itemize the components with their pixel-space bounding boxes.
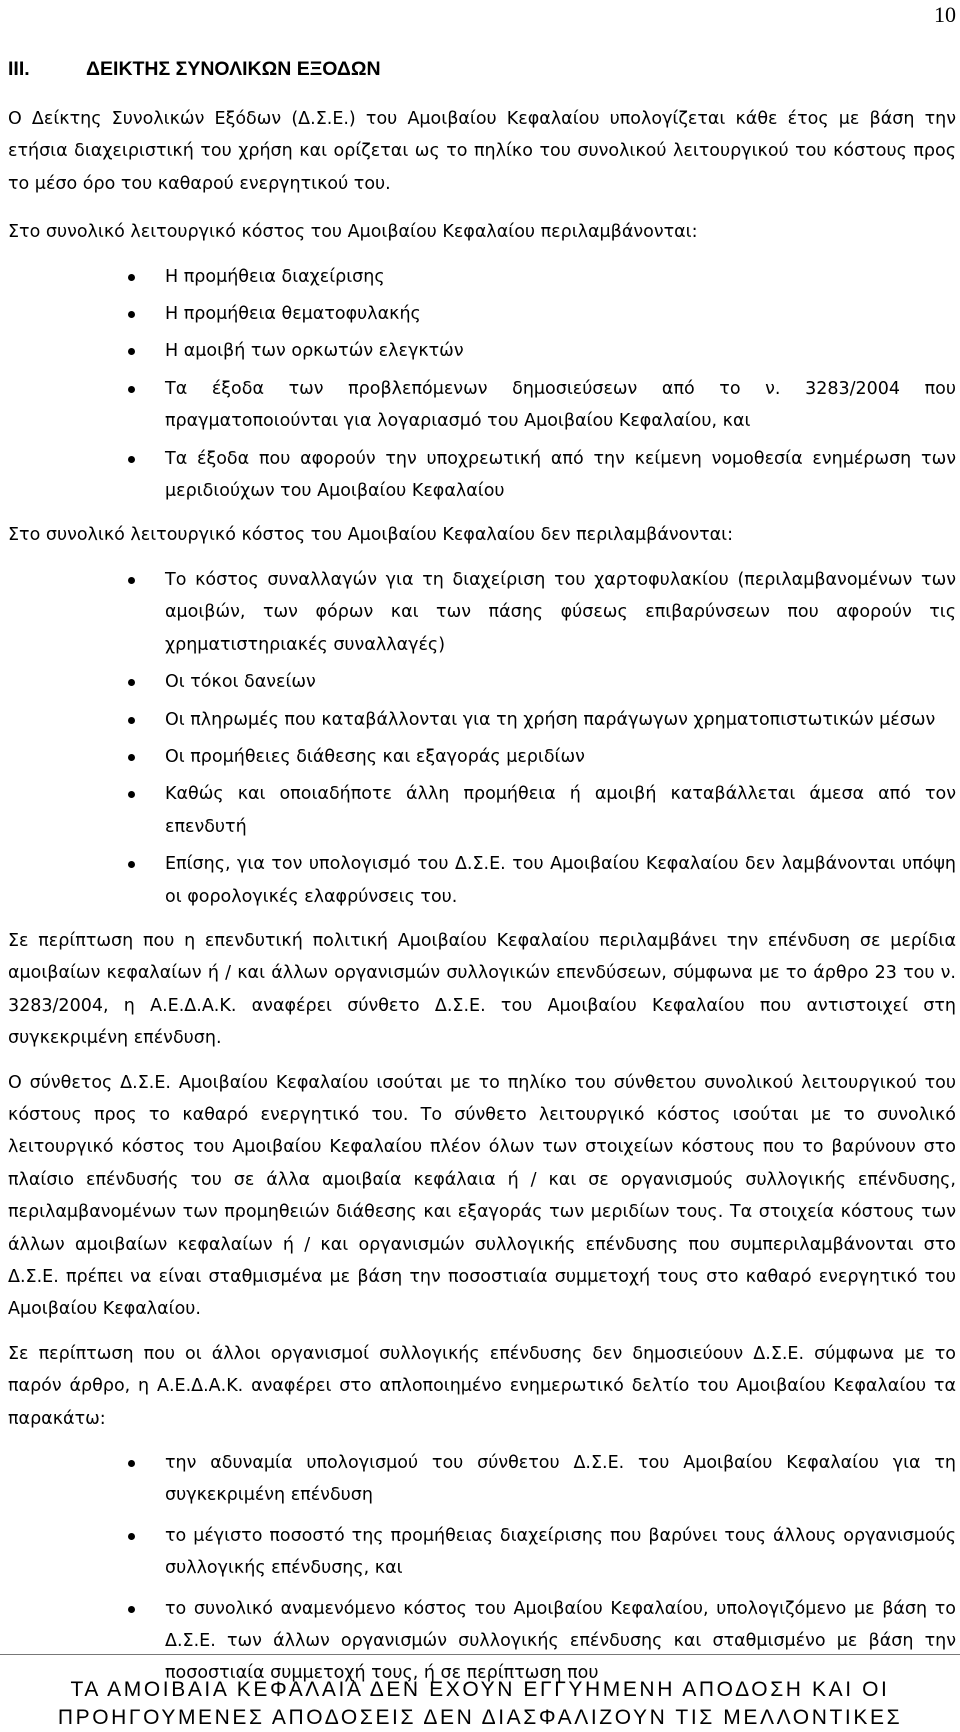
list-item-text: Οι προμήθειες διάθεσης και εξαγοράς μεριδίων — [165, 746, 585, 767]
footer-disclaimer — [0, 1676, 960, 1732]
page-number: 10 — [934, 2, 956, 27]
bullet-icon — [128, 274, 135, 281]
bullet-icon — [128, 386, 135, 393]
list-item — [165, 778, 956, 843]
section-heading — [8, 58, 381, 81]
list-item — [165, 666, 956, 698]
list-item-text: Το κόστος συναλλαγών για τη διαχείριση του χαρτοφυλακίου (περιλαμβανομένων των αμοιβών, των φόρων και των πάσης φύσεως επιβαρύνσεων που αφορούν τις χρηματιστηριακές συναλλαγές) — [165, 569, 956, 655]
list-item — [165, 335, 956, 367]
list-item — [165, 443, 956, 508]
bullet-icon — [128, 577, 135, 584]
list-item-text: Η προμήθεια διαχείρισης — [165, 266, 385, 287]
excluded-costs-list — [8, 564, 956, 913]
list-item — [165, 704, 956, 736]
bullet-icon — [128, 754, 135, 761]
list-item-text: Τα έξοδα των προβλεπόμενων δημοσιεύσεων από το ν. 3283/2004 που πραγματοποιούνται για λογαριασμό του Αμοιβαίου Κεφαλαίου, και — [165, 378, 956, 432]
bullet-icon — [128, 311, 135, 318]
bullet-icon — [128, 1606, 135, 1613]
list-item — [165, 298, 956, 330]
list-item — [165, 848, 956, 913]
bullet-icon — [128, 791, 135, 798]
list-item-text: το συνολικό αναμενόμενο κόστος του Αμοιβαίου Κεφαλαίου, υπολογιζόμενο με βάση το Δ.Σ.Ε. των άλλων οργανισμών συλλογικής επένδυσης και σταθμισμένο με βάση την ποσοστιαία συμμετοχή τους, ή σε περίπτωση που — [165, 1598, 956, 1684]
list-item — [165, 564, 956, 661]
bullet-icon — [128, 456, 135, 463]
list-item — [165, 741, 956, 773]
list-item-text: Η προμήθεια θεματοφυλακής — [165, 304, 421, 325]
bullet-icon — [128, 861, 135, 868]
list-item-text: Τα έξοδα που αφορούν την υποχρεωτική από την κείμενη νομοθεσία ενημέρωση των μεριδιούχων του Αμοιβαίου Κεφαλαίου — [165, 448, 956, 502]
footer-line-1: ΤΑ ΑΜΟΙΒΑΙΑ ΚΕΦΑΛΑΙΑ ΔΕΝ ΕΧΟΥΝ ΕΓΓΥΗΜΕΝΗ ΑΠΟΔΟΣΗ ΚΑΙ ΟΙ — [70, 1678, 890, 1701]
list-item — [165, 1447, 956, 1512]
paragraph-non-published-ter: Σε περίπτωση που οι άλλοι οργανισμοί συλλογικής επένδυσης δεν δημοσιεύουν Δ.Σ.Ε. σύμφωνα με το παρόν άρθρο, η Α.Ε.Δ.Α.Κ. αναφέρει στο απλοποιημένο ενημερωτικό δελτίο του Αμοιβαίου Κεφαλαίου τα παρακάτω: — [8, 1343, 956, 1429]
list-item-text: Καθώς και οποιαδήποτε άλλη προμήθεια ή αμοιβή καταβάλλεται άμεσα από τον επενδυτή — [165, 784, 956, 837]
bullet-icon — [128, 679, 135, 686]
bullet-icon — [128, 1460, 135, 1467]
paragraph-fund-of-funds: Σε περίπτωση που η επενδυτική πολιτική Αμοιβαίου Κεφαλαίου περιλαμβάνει την επένδυση σε μερίδια αμοιβαίων κεφαλαίων ή / και άλλων οργανισμών συλλογικών επενδύσεων, σύμφωνα με το άρθρο 23 του ν. 3283/2004, η Α.Ε.Δ.Α.Κ. αναφέρει σύνθετο Δ.Σ.Ε. του Αμοιβαίου Κεφαλαίου που αντιστοιχεί στη συγκεκριμένη επένδυση. — [8, 930, 956, 1049]
footer-divider — [0, 1654, 960, 1655]
footer-line-2: ΠΡΟΗΓΟΥΜΕΝΕΣ ΑΠΟΔΟΣΕΙΣ ΔΕΝ ΔΙΑΣΦΑΛΙΖΟΥΝ ΤΙΣ ΜΕΛΛΟΝΤΙΚΕΣ — [57, 1706, 903, 1729]
document-body — [8, 103, 956, 1702]
paragraph-definition: Ο Δείκτης Συνολικών Εξόδων (Δ.Σ.Ε.) του Αμοιβαίου Κεφαλαίου υπολογίζεται κάθε έτος με βάση την ετήσια διαχειριστική του χρήση και ορίζεται ως το πηλίκο του συνολικού λειτουργικού του κόστους προς το μέσο όρο του καθαρού ενεργητικού του. — [8, 109, 956, 194]
list-item-text: Η αμοιβή των ορκωτών ελεγκτών — [165, 341, 464, 362]
list-item-text: Επίσης, για τον υπολογισμό του Δ.Σ.Ε. του Αμοιβαίου Κεφαλαίου δεν λαμβάνονται υπόψη οι φορολογικές ελαφρύνσεις του. — [165, 854, 956, 907]
list-item — [165, 261, 956, 293]
list-item — [165, 1520, 956, 1585]
list-item — [165, 373, 956, 438]
section-number: III. — [8, 58, 30, 80]
bullet-icon — [128, 348, 135, 355]
paragraph-excluded-intro: Στο συνολικό λειτουργικό κόστος του Αμοιβαίου Κεφαλαίου δεν περιλαμβάνονται: — [8, 525, 734, 546]
list-item-text: την αδυναμία υπολογισμού του σύνθετου Δ.Σ.Ε. του Αμοιβαίου Κεφαλαίου για τη συγκεκριμένη επένδυση — [165, 1453, 956, 1506]
bullet-icon — [128, 717, 135, 724]
list-item-text: Οι πληρωμές που καταβάλλονται για τη χρήση παράγωγων χρηματοπιστωτικών μέσων — [165, 709, 936, 730]
paragraph-composite-ter: Ο σύνθετος Δ.Σ.Ε. Αμοιβαίου Κεφαλαίου ισούται με το πηλίκο του σύνθετου συνολικού λειτουργικού του κόστους προς το καθαρό ενεργητικό του. Το σύνθετο λειτουργικό κόστος ισούται με το συνολικό λειτουργικό κόστος του Αμοιβαίου Κεφαλαίου πλέον όλων των στοιχείων κόστους που το βαρύνουν στο πλαίσιο επένδυσής του σε άλλα αμοιβαία κεφάλαια ή / και σε οργανισμούς συλλογικής επένδυσης, περιλαμβανομένων των προμηθειών διάθεσης και εξαγοράς των μεριδίων τους. Τα στοιχεία κόστους των άλλων αμοιβαίων κεφαλαίων ή / και οργανισμών συλλογικής επένδυσης που συμπεριλαμβάνονται στο Δ.Σ.Ε. πρέπει να είναι σταθμισμένα με βάση την ποσοστιαία συμμετοχή τους στο καθαρό ενεργητικό του Αμοιβαίου Κεφαλαίου. — [8, 1072, 956, 1320]
section-title: ΔΕΙΚΤΗΣ ΣΥΝΟΛΙΚΩΝ ΕΞΟΔΩΝ — [86, 58, 381, 80]
included-costs-list — [8, 261, 956, 508]
list-item-text: το μέγιστο ποσοστό της προμήθειας διαχείρισης που βαρύνει τους άλλους οργανισμούς συλλογικής επένδυσης, και — [165, 1525, 956, 1579]
list-item-text: Οι τόκοι δανείων — [165, 672, 316, 693]
bullet-icon — [128, 1533, 135, 1540]
paragraph-included-intro: Στο συνολικό λειτουργικό κόστος του Αμοιβαίου Κεφαλαίου περιλαμβάνονται: — [8, 222, 698, 243]
